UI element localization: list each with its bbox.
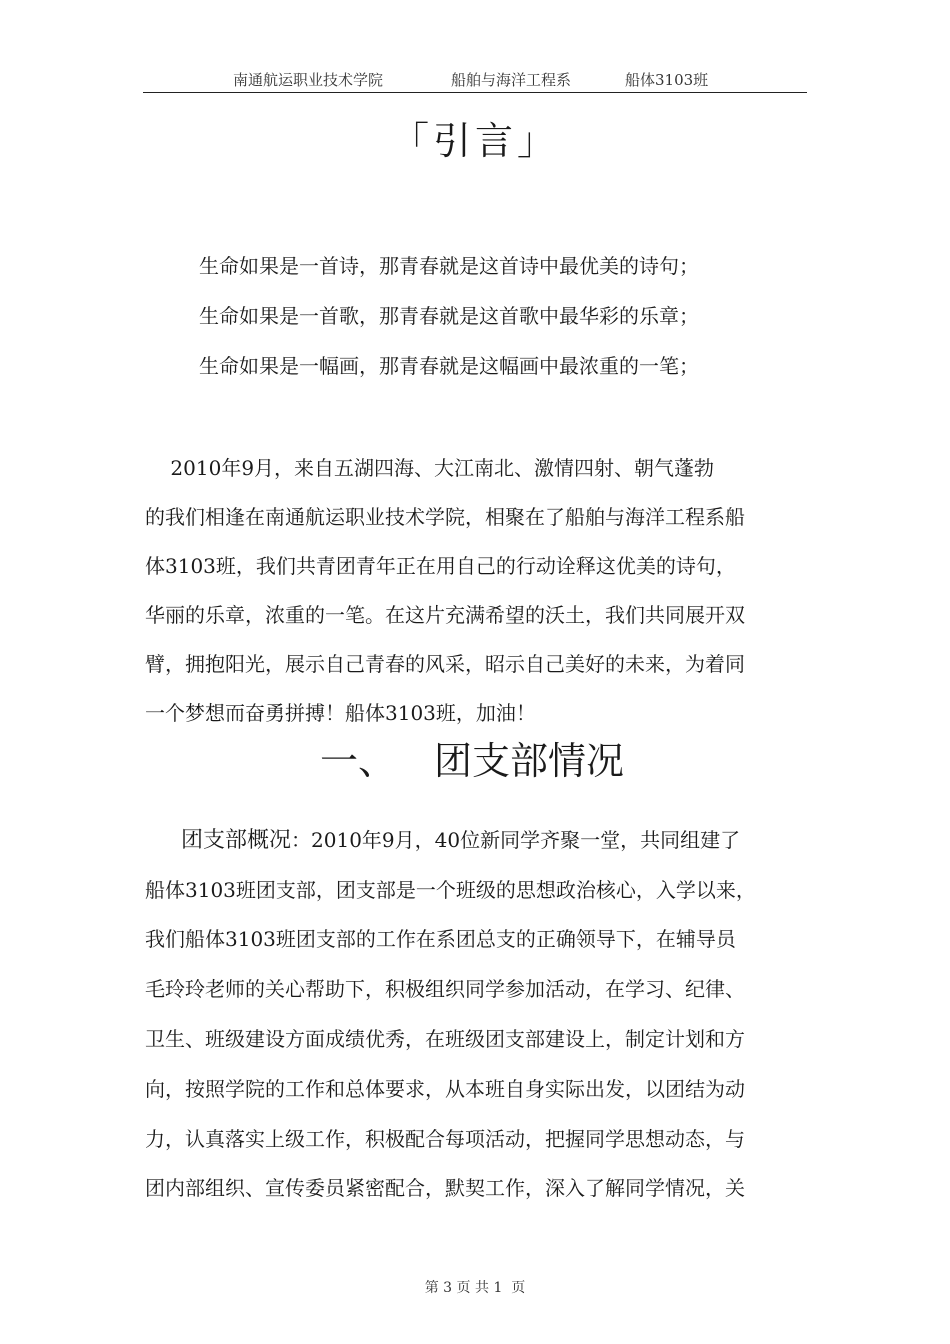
section-number: 一、 <box>320 739 397 783</box>
intro-paragraph-line: 2010年9月，来自五湖四海、大江南北、激情四射、朝气蓬勃 <box>145 456 715 480</box>
section-first-line <box>181 823 740 854</box>
page-footer: 第 3 页 共 1 页 <box>424 1280 526 1296</box>
header-department: 船舶与海洋工程系 <box>451 71 572 89</box>
section-paragraph-line: 我们船体3103班团支部的工作在系团总支的正确领导下，在辅导员 <box>145 927 736 951</box>
section-paragraph-line: 船体3103班团支部，团支部是一个班级的思想政治核心，入学以来， <box>145 878 756 902</box>
intro-paragraph-line: 的我们相逢在南通航运职业技术学院，相聚在了船舶与海洋工程系船 <box>145 505 745 529</box>
section-title-text: 团支部情况 <box>434 739 625 783</box>
section-paragraph-line: 团内部组织、宣传委员紧密配合，默契工作，深入了解同学情况，关 <box>145 1176 745 1200</box>
poem-line: 生命如果是一首诗，那青春就是这首诗中最优美的诗句； <box>199 254 699 278</box>
intro-paragraph-line: 一个梦想而奋勇拼搏！船体3103班，加油！ <box>145 701 536 725</box>
header-school: 南通航运职业技术学院 <box>233 71 384 89</box>
section-paragraph-line: 力，认真落实上级工作，积极配合每项活动，把握同学思想动态，与 <box>145 1127 745 1151</box>
page-title: 「引言」 <box>390 119 559 163</box>
header-class: 船体3103班 <box>625 71 709 89</box>
poem-line: 生命如果是一首歌，那青春就是这首歌中最华彩的乐章； <box>199 304 699 328</box>
section-sub-label: 团支部概况 <box>181 828 292 853</box>
section-heading <box>320 730 624 785</box>
intro-paragraph-line: 臂，拥抱阳光，展示自己青春的风采，昭示自己美好的未来，为着同 <box>145 652 745 676</box>
page-header <box>143 66 807 93</box>
section-paragraph-line: 卫生、班级建设方面成绩优秀，在班级团支部建设上，制定计划和方 <box>145 1027 745 1051</box>
intro-paragraph-line: 体3103班，我们共青团青年正在用自己的行动诠释这优美的诗句， <box>145 554 736 578</box>
poem-line: 生命如果是一幅画，那青春就是这幅画中最浓重的一笔； <box>199 354 699 378</box>
section-paragraph-line: 毛玲玲老师的关心帮助下，积极组织同学参加活动，在学习、纪律、 <box>145 977 745 1001</box>
intro-paragraph-line: 华丽的乐章，浓重的一笔。在这片充满希望的沃土，我们共同展开双 <box>145 603 745 627</box>
section-first-line-text: ：2010年9月，40位新同学齐聚一堂，共同组建了 <box>291 828 741 852</box>
section-paragraph-line: 向，按照学院的工作和总体要求，从本班自身实际出发，以团结为动 <box>145 1077 745 1101</box>
